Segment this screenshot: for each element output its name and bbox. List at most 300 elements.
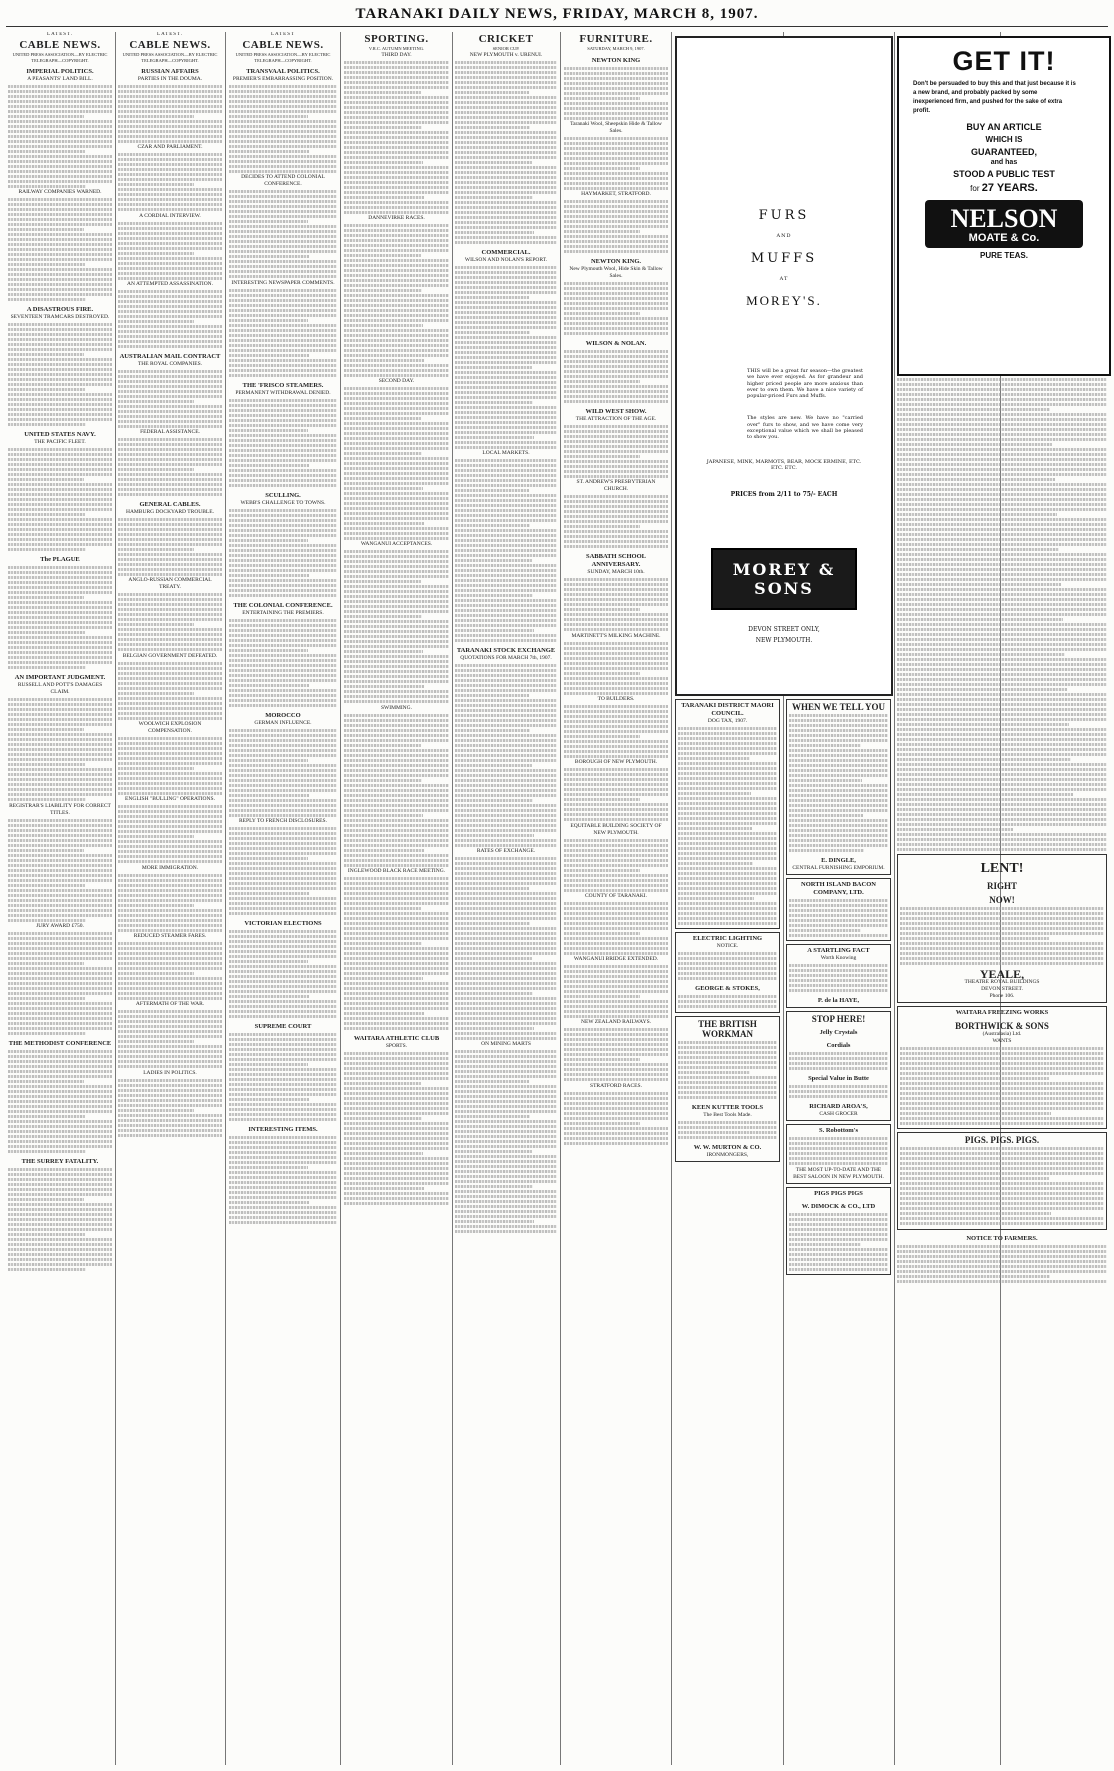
text-line bbox=[789, 779, 862, 782]
text-line bbox=[8, 513, 85, 516]
text-line bbox=[8, 952, 112, 955]
text-line bbox=[8, 854, 112, 857]
text-line bbox=[118, 305, 222, 308]
text-line bbox=[455, 346, 557, 349]
text-line bbox=[678, 907, 777, 910]
section-subheading: CZAR AND PARLIAMENT. bbox=[137, 144, 203, 151]
text-line bbox=[564, 380, 640, 383]
text-line bbox=[789, 774, 888, 777]
text-line bbox=[344, 239, 449, 242]
text-line bbox=[118, 1109, 194, 1112]
text-line bbox=[900, 1107, 1104, 1110]
text-line bbox=[229, 419, 337, 422]
text-line bbox=[789, 1057, 888, 1060]
text-line bbox=[455, 997, 557, 1000]
text-line bbox=[789, 909, 888, 912]
text-line bbox=[229, 1063, 308, 1066]
text-line bbox=[118, 410, 222, 413]
text-line bbox=[455, 1090, 557, 1093]
text-line bbox=[229, 684, 309, 687]
text-line bbox=[455, 161, 532, 164]
text-line bbox=[118, 757, 222, 760]
text-line bbox=[229, 1191, 337, 1194]
text-line bbox=[8, 773, 112, 776]
text-line bbox=[229, 474, 337, 477]
text-line bbox=[900, 952, 1104, 955]
section-subheading: RAILWAY COMPANIES WARNED. bbox=[18, 189, 102, 196]
text-line bbox=[455, 564, 557, 567]
text-line bbox=[455, 1085, 557, 1088]
text-line bbox=[344, 304, 449, 307]
text-line bbox=[118, 874, 222, 877]
text-line bbox=[897, 453, 1107, 456]
text-line bbox=[455, 96, 557, 99]
text-line bbox=[229, 429, 308, 432]
text-line bbox=[455, 844, 557, 847]
text-line bbox=[118, 697, 222, 700]
morey-address-1: DEVON STREET ONLY, bbox=[748, 626, 820, 634]
text-line bbox=[789, 1095, 888, 1098]
text-line bbox=[455, 131, 557, 134]
text-line bbox=[900, 907, 1104, 910]
text-line bbox=[344, 987, 449, 990]
text-line bbox=[455, 714, 557, 717]
text-line bbox=[455, 927, 557, 930]
text-line bbox=[789, 834, 888, 837]
text-line bbox=[229, 930, 337, 933]
text-line bbox=[344, 492, 449, 495]
text-line bbox=[564, 715, 668, 718]
text-line bbox=[8, 413, 112, 416]
text-line bbox=[8, 1223, 112, 1226]
text-line bbox=[455, 331, 530, 334]
text-line bbox=[8, 992, 112, 995]
text-line bbox=[229, 304, 337, 307]
text-line bbox=[455, 539, 557, 542]
text-line bbox=[564, 798, 640, 801]
text-line bbox=[897, 753, 1107, 756]
text-line bbox=[564, 350, 668, 353]
section-subheading: INTERESTING NEWSPAPER COMMENTS. bbox=[231, 279, 335, 286]
text-line bbox=[344, 422, 449, 425]
text-line bbox=[229, 759, 308, 762]
text-line bbox=[118, 924, 222, 927]
text-line bbox=[678, 962, 777, 965]
text-line bbox=[229, 955, 337, 958]
text-line bbox=[455, 116, 557, 119]
text-line bbox=[344, 299, 449, 302]
text-line bbox=[229, 1118, 337, 1121]
text-line bbox=[229, 434, 337, 437]
text-line bbox=[900, 1117, 1104, 1120]
text-line bbox=[118, 825, 222, 828]
text-line bbox=[8, 1090, 112, 1093]
text-line bbox=[118, 320, 194, 323]
column-subheader: SENIOR CUP. bbox=[492, 46, 520, 51]
text-line bbox=[455, 977, 557, 980]
text-line bbox=[8, 268, 112, 271]
text-line bbox=[564, 520, 668, 523]
text-line bbox=[897, 848, 1107, 851]
text-line bbox=[118, 488, 222, 491]
borthwick-wants: WANTS bbox=[992, 1038, 1012, 1044]
text-line bbox=[8, 1193, 112, 1196]
text-line bbox=[344, 136, 449, 139]
text-line bbox=[344, 1107, 449, 1110]
text-line bbox=[344, 1162, 449, 1165]
text-line bbox=[678, 792, 751, 795]
text-line bbox=[229, 985, 337, 988]
text-line bbox=[229, 265, 337, 268]
text-line bbox=[900, 1177, 1049, 1180]
text-line bbox=[344, 211, 449, 214]
section-subheading: LOCAL MARKETS. bbox=[482, 449, 530, 456]
text-line bbox=[897, 648, 1107, 651]
text-line bbox=[564, 117, 668, 120]
text-line bbox=[455, 739, 557, 742]
text-line bbox=[118, 478, 222, 481]
text-line bbox=[8, 864, 112, 867]
morey-address-2: NEW PLYMOUTH. bbox=[755, 637, 813, 645]
text-line bbox=[229, 150, 309, 153]
text-line bbox=[8, 937, 112, 940]
text-line bbox=[678, 852, 777, 855]
text-line bbox=[8, 641, 112, 644]
section-subheading: SECOND DAY. bbox=[378, 378, 415, 385]
text-line bbox=[455, 719, 557, 722]
text-line bbox=[564, 225, 668, 228]
text-line bbox=[900, 922, 1104, 925]
text-line bbox=[118, 810, 222, 813]
section-heading: GENERAL CABLES. bbox=[139, 501, 201, 509]
text-line bbox=[678, 737, 777, 740]
text-line bbox=[229, 654, 337, 657]
section-subheading: HAYMARKET, STRATFORD. bbox=[581, 191, 651, 198]
text-line bbox=[789, 824, 888, 827]
text-line bbox=[8, 884, 85, 887]
text-line bbox=[455, 694, 529, 697]
text-line bbox=[344, 804, 449, 807]
nelson-moate-logo bbox=[925, 200, 1083, 248]
text-line bbox=[564, 365, 668, 368]
text-line bbox=[8, 723, 112, 726]
cordials: Cordials bbox=[826, 1042, 851, 1050]
text-line bbox=[229, 634, 337, 637]
text-line bbox=[455, 679, 557, 682]
text-line bbox=[8, 596, 84, 599]
text-line bbox=[118, 648, 222, 651]
de-la-haye: P. de la HAYE, bbox=[817, 997, 860, 1005]
text-line bbox=[455, 371, 557, 374]
furs-body-1: THIS will be a great fur season—the greatest we have ever enjoyed. As for grandeur and higher priced people are more anxious than ever to own them. We have a nice variety of popular-priced Furs and Muffs. bbox=[747, 368, 863, 400]
text-line bbox=[229, 250, 337, 253]
text-line bbox=[344, 1002, 449, 1005]
text-line bbox=[455, 474, 557, 477]
text-line bbox=[455, 484, 557, 487]
text-line bbox=[897, 478, 1055, 481]
text-line bbox=[8, 498, 112, 501]
text-line bbox=[564, 97, 640, 100]
text-line bbox=[344, 754, 449, 757]
text-line bbox=[344, 1062, 449, 1065]
text-line bbox=[455, 972, 557, 975]
section-heading: THE SURREY FATALITY. bbox=[21, 1157, 99, 1165]
when-we-title: WHEN WE TELL YOU bbox=[791, 702, 886, 712]
text-line bbox=[455, 411, 557, 414]
text-line bbox=[8, 543, 112, 546]
years-label: 27 YEARS. bbox=[981, 182, 1038, 194]
text-line bbox=[564, 1058, 640, 1061]
text-line bbox=[455, 957, 532, 960]
section-subheading: INGLEWOOD BLACK RACE MEETING. bbox=[347, 867, 446, 874]
section-heading: COMMERCIAL. bbox=[481, 248, 531, 256]
text-line bbox=[8, 393, 112, 396]
text-line bbox=[118, 618, 222, 621]
text-line bbox=[8, 1150, 86, 1153]
section-subheading: MARTINETT'S MILKING MACHINE. bbox=[571, 632, 661, 639]
text-line bbox=[900, 962, 1104, 965]
text-line bbox=[344, 259, 449, 262]
text-line bbox=[455, 459, 557, 462]
text-line bbox=[564, 884, 668, 887]
text-line bbox=[229, 619, 337, 622]
richard-aroa: RICHARD AROA'S, bbox=[809, 1103, 868, 1111]
text-line bbox=[8, 478, 84, 481]
text-line bbox=[455, 321, 557, 324]
text-line bbox=[344, 714, 449, 717]
text-line bbox=[8, 909, 112, 912]
text-line bbox=[455, 1170, 557, 1173]
text-line bbox=[344, 407, 449, 410]
text-line bbox=[229, 857, 308, 860]
text-line bbox=[455, 664, 557, 667]
text-line bbox=[118, 1065, 222, 1068]
text-line bbox=[897, 808, 1107, 811]
text-line bbox=[118, 548, 194, 551]
text-line bbox=[455, 704, 557, 707]
text-line bbox=[8, 919, 86, 922]
text-line bbox=[564, 1102, 668, 1105]
text-line bbox=[455, 1180, 557, 1183]
text-line bbox=[455, 1165, 557, 1168]
text-line bbox=[118, 1035, 222, 1038]
text-line bbox=[455, 311, 557, 314]
text-line bbox=[455, 987, 557, 990]
text-line bbox=[229, 110, 337, 113]
text-line bbox=[897, 573, 1107, 576]
text-line bbox=[118, 929, 222, 932]
text-line bbox=[8, 175, 112, 178]
text-line bbox=[455, 186, 557, 189]
text-line bbox=[344, 655, 449, 658]
text-line bbox=[897, 783, 1107, 786]
text-line bbox=[8, 488, 112, 491]
text-line bbox=[455, 892, 557, 895]
text-line bbox=[897, 498, 1107, 501]
text-line bbox=[8, 218, 112, 221]
text-line bbox=[564, 1137, 668, 1140]
text-line bbox=[897, 523, 1107, 526]
text-line bbox=[564, 985, 668, 988]
text-line bbox=[118, 473, 222, 476]
text-line bbox=[344, 141, 449, 144]
text-line bbox=[8, 328, 112, 331]
text-line bbox=[897, 623, 1107, 626]
text-line bbox=[8, 115, 84, 118]
text-line bbox=[8, 1007, 112, 1010]
text-line bbox=[344, 685, 424, 688]
text-line bbox=[455, 266, 557, 269]
text-line bbox=[455, 609, 557, 612]
text-line bbox=[900, 1087, 1104, 1090]
text-line bbox=[229, 354, 309, 357]
text-line bbox=[455, 877, 557, 880]
section-subheading: QUOTATIONS FOR MARCH 7th, 1907. bbox=[460, 654, 552, 661]
text-line bbox=[229, 814, 337, 817]
text-line bbox=[897, 773, 1107, 776]
text-line bbox=[897, 418, 1107, 421]
text-line bbox=[118, 997, 222, 1000]
text-line bbox=[8, 636, 112, 639]
text-line bbox=[455, 1037, 557, 1040]
text-line bbox=[344, 111, 449, 114]
text-line bbox=[118, 712, 222, 715]
text-line bbox=[564, 583, 668, 586]
text-line bbox=[229, 784, 337, 787]
text-line bbox=[455, 1205, 557, 1208]
text-line bbox=[8, 1183, 112, 1186]
section-heading: The PLAGUE bbox=[40, 556, 80, 564]
text-line bbox=[229, 464, 309, 467]
text-line bbox=[118, 140, 222, 143]
text-line bbox=[8, 185, 86, 188]
text-line bbox=[118, 163, 222, 166]
text-line bbox=[564, 530, 668, 533]
text-line bbox=[900, 1192, 1104, 1195]
text-line bbox=[344, 497, 449, 500]
text-line bbox=[564, 450, 668, 453]
text-line bbox=[455, 286, 557, 289]
text-line bbox=[455, 1210, 557, 1213]
text-line bbox=[678, 917, 777, 920]
text-line bbox=[678, 1000, 777, 1003]
text-line bbox=[564, 1005, 668, 1008]
text-line bbox=[229, 1161, 337, 1164]
text-line bbox=[8, 468, 112, 471]
text-line bbox=[8, 398, 112, 401]
text-line bbox=[229, 319, 308, 322]
text-line bbox=[8, 743, 112, 746]
text-line bbox=[344, 1022, 449, 1025]
text-line bbox=[8, 1012, 112, 1015]
section-subheading: TO BUILDERS. bbox=[597, 695, 635, 702]
text-line bbox=[229, 809, 337, 812]
section-subheading: GERMAN INFLUENCE. bbox=[254, 719, 312, 726]
text-line bbox=[118, 463, 222, 466]
text-line bbox=[897, 698, 1107, 701]
text-line bbox=[789, 1228, 888, 1231]
maori-text bbox=[678, 727, 777, 925]
text-line bbox=[678, 787, 777, 790]
text-line bbox=[118, 267, 222, 270]
text-line bbox=[8, 651, 112, 654]
text-line bbox=[229, 970, 337, 973]
text-line bbox=[118, 262, 222, 265]
text-line bbox=[118, 125, 222, 128]
text-line bbox=[229, 1206, 337, 1209]
text-line bbox=[455, 699, 557, 702]
text-line bbox=[344, 1202, 449, 1205]
text-line bbox=[229, 799, 337, 802]
text-line bbox=[897, 423, 1107, 426]
text-line bbox=[8, 125, 112, 128]
text-line bbox=[897, 533, 1107, 536]
text-line bbox=[455, 534, 557, 537]
text-line bbox=[118, 415, 222, 418]
text-line bbox=[118, 183, 194, 186]
text-line bbox=[344, 392, 449, 395]
maori-council-notice bbox=[675, 699, 780, 929]
text-line bbox=[455, 1190, 557, 1193]
text-line bbox=[118, 737, 222, 740]
text-line bbox=[8, 798, 86, 801]
text-line bbox=[564, 220, 668, 223]
text-line bbox=[344, 224, 449, 227]
text-line bbox=[678, 872, 777, 875]
text-line bbox=[897, 663, 1107, 666]
text-line bbox=[455, 151, 557, 154]
text-line bbox=[229, 589, 337, 592]
masthead: TARANAKI DAILY NEWS, FRIDAY, MARCH 8, 1907. bbox=[355, 6, 759, 22]
text-line bbox=[8, 503, 112, 506]
text-line bbox=[344, 962, 449, 965]
section-subheading: EQUITABLE BUILDING SOCIETY OF NEW PLYMOUTH. bbox=[570, 822, 662, 836]
text-line bbox=[564, 510, 668, 513]
text-line bbox=[455, 734, 557, 737]
text-line bbox=[344, 151, 449, 154]
text-line bbox=[8, 528, 112, 531]
text-line bbox=[118, 1015, 222, 1018]
text-line bbox=[897, 813, 1107, 816]
text-line bbox=[564, 107, 668, 110]
text-line bbox=[900, 1057, 1104, 1060]
text-line bbox=[678, 857, 777, 860]
text-line bbox=[8, 1065, 112, 1068]
text-line bbox=[344, 1182, 449, 1185]
text-line bbox=[789, 1162, 888, 1165]
text-line bbox=[455, 1230, 557, 1233]
text-line bbox=[8, 548, 86, 551]
text-line bbox=[344, 849, 424, 852]
text-line bbox=[229, 1083, 337, 1086]
text-line bbox=[897, 428, 1107, 431]
text-line bbox=[8, 591, 112, 594]
text-line bbox=[118, 252, 194, 255]
text-line bbox=[229, 1176, 337, 1179]
text-line bbox=[229, 649, 308, 652]
text-line bbox=[564, 390, 668, 393]
text-line bbox=[344, 1082, 421, 1085]
text-line bbox=[455, 504, 557, 507]
text-line bbox=[678, 877, 777, 880]
text-line bbox=[789, 1233, 888, 1236]
text-line bbox=[118, 633, 222, 636]
text-line bbox=[897, 433, 1107, 436]
text-line bbox=[344, 201, 449, 204]
text-line bbox=[229, 669, 337, 672]
text-line bbox=[564, 1063, 668, 1066]
text-line bbox=[455, 479, 557, 482]
